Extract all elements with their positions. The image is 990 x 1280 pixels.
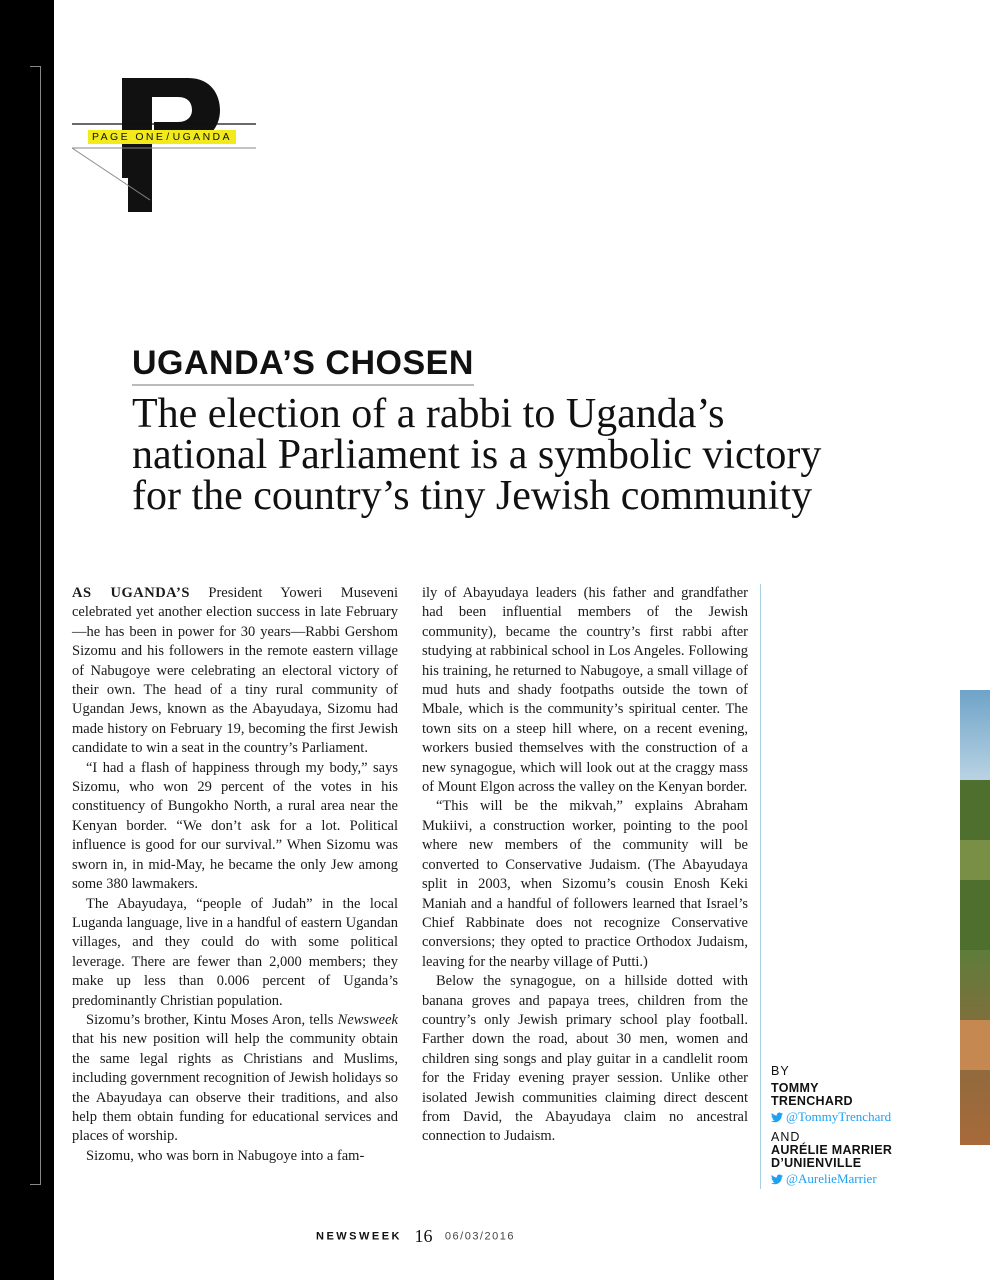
author-1-name-line-2: TRENCHARD bbox=[771, 1094, 853, 1108]
section-page-one: PAGE ONE bbox=[92, 131, 166, 143]
author-1-twitter-link[interactable] bbox=[771, 1108, 941, 1126]
footer-issue-date: 06/03/2016 bbox=[444, 1230, 515, 1243]
paragraph: Sizomu, who was born in Nabugoye into a fam- bbox=[86, 1147, 365, 1164]
page-one-logo bbox=[70, 70, 270, 220]
margin-bracket-bottom bbox=[30, 1160, 41, 1185]
magazine-name-italic: Newsweek bbox=[337, 1011, 398, 1028]
footer-page-number: 16 bbox=[414, 1226, 433, 1246]
article-column-2 bbox=[422, 584, 748, 1147]
paragraph: “I had a flash of happiness through my body,” says Sizomu, who won 29 percent of the votes in his constituency of Bungokho North, a rural area near the Kenyan border. “We don’t ask for a lot. Political influence is good for our survival.” When Sizomu was sworn in, in mid-May, he became the only Jew among some 380 lawmakers. bbox=[72, 759, 398, 893]
author-2-name-line-2: D’UNIENVILLE bbox=[771, 1156, 862, 1170]
paragraph: ily of Abayudaya leaders (his father and grandfather had been influential members of the Jewish community), became the country’s first rabbi after studying at rabbinical school in Los Angeles. Following his training, he returned to Nabugoye, a small village of mud huts and shady footpaths outside the town of Mbale, which is the community’s spiritual center. The town sits on a steep hill where, on a recent evening, workers busied themselves with the construction of a new synagogue, which will look out at the craggy mass of Mount Elgon across the valley on the Kenyan border. bbox=[422, 585, 748, 796]
author-2-handle: @AurelieMarrier bbox=[786, 1171, 877, 1186]
paragraph-text: that his new position will help the community obtain the same legal rights as Christians and Muslims, including government recognition of Jewish holidays so the Abayudaya can observe their traditions, and also help them obtain funding for educational services and places of worship. bbox=[72, 1031, 398, 1145]
column-divider bbox=[760, 584, 761, 1189]
article-column-1 bbox=[72, 584, 398, 1166]
headline-kicker: UGANDA’S CHOSEN bbox=[132, 344, 474, 386]
section-separator: / bbox=[166, 131, 172, 143]
twitter-icon bbox=[771, 1112, 783, 1123]
margin-bracket-line bbox=[30, 90, 41, 1170]
paragraph: “This will be the mikvah,” explains Abraham Mukiivi, a construction worker, pointing to the pool where new members of the community will be converted to Conservative Judaism. (The Abayudaya split in 2003, when Sizomu’s cousin Enosh Keki Maniah and a handful of followers learned that Israel’s Chief Rabbinate does not recognize Conservative conversions; they opted to practice Orthodox Judaism, leaving for the nearby village of Putti.) bbox=[422, 798, 748, 970]
landscape-photo-edge bbox=[960, 690, 990, 1145]
headline-block bbox=[132, 344, 932, 517]
twitter-icon bbox=[771, 1174, 783, 1185]
author-1-handle: @TommyTrenchard bbox=[786, 1109, 892, 1124]
paragraph: Below the synagogue, on a hillside dotted with banana groves and papaya trees, children from the country’s only Jewish primary school play football. Farther down the road, about 30 men, women and children sing songs and play guitar in a candlelit room for the Friday evening prayer session. Unlike other isolated Jewish communities claiming direct descent from David, the Abayudaya claim no ancestral connection to Judaism. bbox=[422, 973, 748, 1145]
paragraph bbox=[72, 584, 398, 759]
dek-line-3: for the country’s tiny Jewish community bbox=[132, 473, 813, 519]
paragraph-text: President Yoweri Museveni celebrated yet another election success in late February—he has been in power for 30 years—Rabbi Gershom Sizomu and his followers in the remote eastern village of Nabugoye were celebrating an electoral victory of their own. The head of a tiny rural community of Ugandan Jews, known as the Abayudaya, Sizomu had made history on February 19, becoming the first Jewish candidate to win a seat in the country’s Parliament. bbox=[72, 585, 398, 757]
paragraph-text: Sizomu’s brother, Kintu Moses Aron, tells bbox=[86, 1011, 338, 1028]
byline bbox=[771, 1064, 941, 1188]
page-footer bbox=[316, 1226, 515, 1247]
author-2-name-line-1: AURÉLIE MARRIER bbox=[771, 1143, 893, 1157]
dek-line-1: The election of a rabbi to Uganda’s bbox=[132, 391, 725, 437]
margin-bracket-top bbox=[30, 66, 41, 91]
section-label bbox=[88, 130, 236, 144]
footer-magazine-name: NEWSWEEK bbox=[316, 1230, 402, 1243]
paragraph bbox=[72, 1011, 398, 1147]
lead-in-caps: AS UGANDA’S bbox=[72, 585, 190, 601]
section-country: UGANDA bbox=[172, 131, 232, 143]
author-2-twitter-link[interactable] bbox=[771, 1170, 941, 1188]
byline-by: BY bbox=[771, 1064, 790, 1078]
dek-line-2: national Parliament is a symbolic victory bbox=[132, 432, 822, 478]
left-black-bar bbox=[0, 0, 54, 1280]
byline-and: AND bbox=[771, 1130, 801, 1144]
author-1-name-line-1: TOMMY bbox=[771, 1081, 819, 1095]
paragraph: The Abayudaya, “people of Judah” in the local Luganda language, live in a handful of eastern Ugandan villages, and they could do with some political leverage. There are fewer than 2,000 members; they make up less than 0.006 percent of Uganda’s predominantly Christian population. bbox=[72, 895, 398, 1009]
headline-dek bbox=[132, 391, 932, 519]
